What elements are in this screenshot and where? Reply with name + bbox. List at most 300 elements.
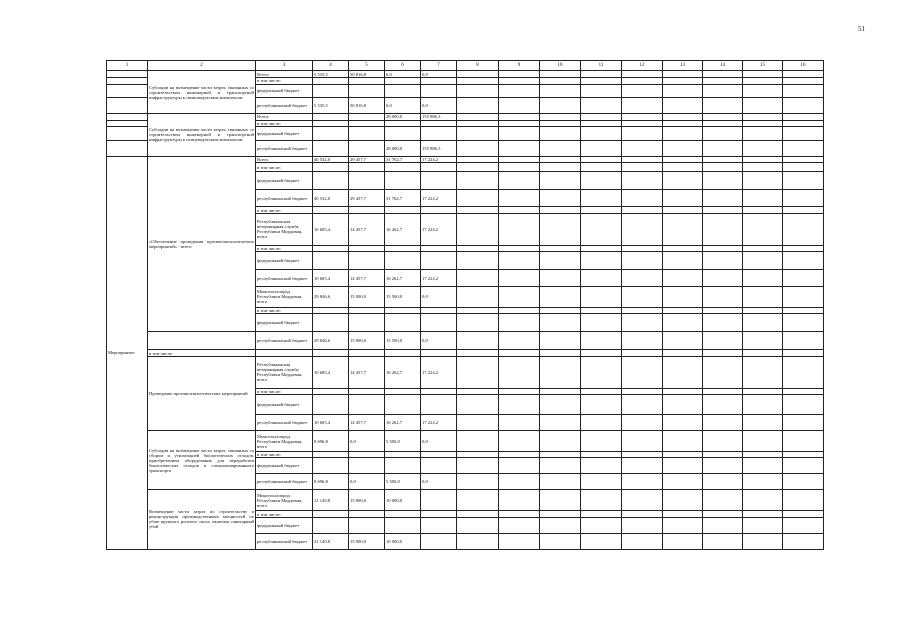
value-cell: 14 457,7 bbox=[349, 214, 385, 246]
empty-cell bbox=[663, 140, 703, 156]
empty-cell bbox=[703, 414, 743, 431]
funding-source: федеральный бюджет bbox=[256, 458, 313, 474]
empty-cell bbox=[540, 332, 581, 350]
empty-cell bbox=[540, 414, 581, 431]
empty-cell bbox=[622, 270, 663, 287]
empty-cell bbox=[622, 474, 663, 490]
empty-cell bbox=[743, 270, 783, 287]
value-cell: 5 535,5 bbox=[313, 71, 349, 78]
column-1-cell bbox=[107, 77, 148, 84]
empty-cell bbox=[783, 77, 824, 84]
value-cell: 10 685,4 bbox=[313, 357, 349, 389]
empty-cell bbox=[581, 474, 622, 490]
value-cell bbox=[421, 314, 457, 332]
empty-cell bbox=[581, 207, 622, 214]
value-cell bbox=[349, 84, 385, 98]
empty-cell bbox=[703, 287, 743, 307]
value-cell bbox=[421, 207, 457, 214]
empty-cell bbox=[499, 163, 540, 172]
funding-source: в том числе: bbox=[256, 511, 313, 518]
funding-source: федеральный бюджет bbox=[256, 252, 313, 270]
empty-cell bbox=[622, 252, 663, 270]
empty-cell bbox=[743, 120, 783, 127]
empty-cell bbox=[499, 414, 540, 431]
empty-cell bbox=[783, 172, 824, 190]
value-cell: 21 149,8 bbox=[313, 533, 349, 549]
empty-cell bbox=[663, 270, 703, 287]
empty-cell bbox=[743, 84, 783, 98]
empty-cell bbox=[457, 307, 499, 314]
value-cell bbox=[421, 120, 457, 127]
empty-cell bbox=[581, 214, 622, 246]
empty-cell bbox=[499, 71, 540, 78]
empty-cell bbox=[540, 357, 581, 389]
empty-cell bbox=[540, 71, 581, 78]
empty-cell bbox=[783, 113, 824, 120]
value-cell: 155 986,3 bbox=[421, 140, 457, 156]
value-cell bbox=[421, 163, 457, 172]
empty-cell bbox=[581, 84, 622, 98]
empty-cell bbox=[457, 314, 499, 332]
empty-cell bbox=[540, 77, 581, 84]
empty-cell bbox=[783, 395, 824, 414]
measure-label: «Обеспечение проведения противоэпизоотических мероприятий» - всего: bbox=[148, 156, 256, 332]
empty-cell bbox=[622, 307, 663, 314]
empty-cell bbox=[622, 287, 663, 307]
measure-label: Проведение противоэпизоотических мероприятий bbox=[148, 357, 256, 431]
value-cell: 29 846,6 bbox=[313, 287, 349, 307]
empty-cell bbox=[457, 120, 499, 127]
empty-cell bbox=[622, 172, 663, 190]
empty-cell bbox=[499, 350, 540, 357]
column-header-1: 1 bbox=[107, 61, 148, 71]
column-header-10: 10 bbox=[540, 61, 581, 71]
empty-cell bbox=[663, 388, 703, 395]
empty-cell bbox=[703, 163, 743, 172]
empty-cell bbox=[581, 163, 622, 172]
value-cell: 8 696,8 bbox=[313, 474, 349, 490]
header-row bbox=[107, 61, 824, 71]
empty-cell bbox=[622, 127, 663, 141]
empty-cell bbox=[622, 207, 663, 214]
empty-cell bbox=[499, 113, 540, 120]
column-1-cell bbox=[107, 127, 148, 141]
table-row bbox=[107, 156, 824, 163]
value-cell: 14 457,7 bbox=[349, 414, 385, 431]
value-cell bbox=[385, 350, 421, 357]
empty-cell bbox=[663, 77, 703, 84]
value-cell bbox=[313, 84, 349, 98]
value-cell bbox=[349, 172, 385, 190]
empty-cell bbox=[581, 172, 622, 190]
empty-cell bbox=[743, 113, 783, 120]
empty-cell bbox=[703, 518, 743, 534]
empty-cell bbox=[457, 127, 499, 141]
value-cell bbox=[313, 388, 349, 395]
budget-table bbox=[106, 60, 824, 550]
empty-cell bbox=[499, 156, 540, 163]
empty-cell bbox=[457, 451, 499, 458]
empty-cell bbox=[457, 98, 499, 114]
empty-cell bbox=[499, 357, 540, 389]
empty-cell bbox=[581, 77, 622, 84]
empty-cell bbox=[499, 332, 540, 350]
empty-cell bbox=[457, 71, 499, 78]
empty-cell bbox=[783, 388, 824, 395]
empty-cell bbox=[703, 458, 743, 474]
empty-cell bbox=[703, 120, 743, 127]
funding-source: Всего: bbox=[256, 113, 313, 120]
empty-cell bbox=[783, 533, 824, 549]
value-cell: 31 762,7 bbox=[385, 156, 421, 163]
measure-label: Возмещение части затрат по строительству и реконструкции производственных мощностей по убою крупного рогатого скота, включая санитарный убой bbox=[148, 489, 256, 549]
value-cell bbox=[349, 395, 385, 414]
empty-cell bbox=[703, 77, 743, 84]
value-cell: 17 224,2 bbox=[421, 190, 457, 207]
value-cell bbox=[421, 84, 457, 98]
empty-cell bbox=[499, 431, 540, 451]
value-cell: 0,0 bbox=[385, 71, 421, 78]
value-cell bbox=[385, 451, 421, 458]
value-cell bbox=[385, 245, 421, 252]
empty-cell bbox=[457, 357, 499, 389]
empty-cell bbox=[540, 84, 581, 98]
empty-cell bbox=[581, 270, 622, 287]
empty-cell bbox=[499, 395, 540, 414]
value-cell bbox=[385, 207, 421, 214]
value-cell: 50 816,8 bbox=[349, 71, 385, 78]
value-cell bbox=[349, 511, 385, 518]
value-cell bbox=[385, 120, 421, 127]
empty-cell bbox=[499, 307, 540, 314]
measure-label: Субсидии на возмещение части затрат, связанных со сбором и утилизацией биологических отходов, приобретением оборудования для переработки биологических отходов и специализированного транспорта bbox=[148, 431, 256, 490]
value-cell bbox=[421, 252, 457, 270]
value-cell bbox=[313, 172, 349, 190]
empty-cell bbox=[783, 84, 824, 98]
empty-cell bbox=[663, 332, 703, 350]
empty-cell bbox=[743, 314, 783, 332]
value-cell bbox=[421, 458, 457, 474]
funding-source: в том числе: bbox=[256, 77, 313, 84]
empty-cell bbox=[457, 214, 499, 246]
empty-cell bbox=[743, 207, 783, 214]
value-cell bbox=[313, 140, 349, 156]
empty-cell bbox=[663, 245, 703, 252]
empty-cell bbox=[499, 451, 540, 458]
value-cell bbox=[349, 388, 385, 395]
empty-cell bbox=[783, 451, 824, 458]
empty-cell bbox=[663, 414, 703, 431]
empty-cell bbox=[703, 113, 743, 120]
empty-cell bbox=[457, 458, 499, 474]
value-cell bbox=[349, 207, 385, 214]
value-cell: 28 000,0 bbox=[385, 140, 421, 156]
value-cell bbox=[313, 458, 349, 474]
column-header-12: 12 bbox=[622, 61, 663, 71]
value-cell bbox=[313, 77, 349, 84]
value-cell: 5 500,0 bbox=[385, 474, 421, 490]
empty-cell bbox=[581, 533, 622, 549]
empty-cell bbox=[783, 207, 824, 214]
funding-source: Минсельхозпрод Республики Мордовия, всего bbox=[256, 431, 313, 451]
column-header-5: 5 bbox=[349, 61, 385, 71]
empty-cell bbox=[783, 156, 824, 163]
empty-cell bbox=[581, 451, 622, 458]
empty-cell bbox=[581, 357, 622, 389]
value-cell: 17 224,2 bbox=[421, 214, 457, 246]
value-cell: 0,0 bbox=[421, 287, 457, 307]
empty-cell bbox=[581, 140, 622, 156]
empty-cell bbox=[457, 245, 499, 252]
funding-source: республиканский бюджет bbox=[256, 98, 313, 114]
funding-source: республиканский бюджет bbox=[256, 270, 313, 287]
empty-cell bbox=[622, 332, 663, 350]
empty-cell bbox=[703, 245, 743, 252]
empty-cell bbox=[703, 214, 743, 246]
funding-source: республиканский бюджет bbox=[256, 414, 313, 431]
empty-cell bbox=[703, 190, 743, 207]
funding-source: Республиканская ветеринарная служба Республики Мордовия, всего bbox=[256, 214, 313, 246]
value-cell bbox=[421, 388, 457, 395]
value-cell: 16 262,7 bbox=[385, 414, 421, 431]
value-cell bbox=[385, 252, 421, 270]
empty-cell bbox=[743, 414, 783, 431]
empty-cell bbox=[663, 120, 703, 127]
empty-cell bbox=[743, 172, 783, 190]
value-cell bbox=[349, 307, 385, 314]
empty-cell bbox=[457, 350, 499, 357]
empty-cell bbox=[581, 314, 622, 332]
value-cell bbox=[349, 245, 385, 252]
column-header-15: 15 bbox=[743, 61, 783, 71]
empty-cell bbox=[540, 314, 581, 332]
event-label: Мероприятие bbox=[107, 156, 148, 549]
empty-cell bbox=[622, 163, 663, 172]
empty-cell bbox=[622, 156, 663, 163]
empty-cell bbox=[499, 214, 540, 246]
empty-cell bbox=[663, 252, 703, 270]
column-header-2: 2 bbox=[148, 61, 256, 71]
value-cell: 29 457,7 bbox=[349, 190, 385, 207]
column-header-16: 16 bbox=[783, 61, 824, 71]
value-cell bbox=[313, 511, 349, 518]
empty-cell bbox=[783, 474, 824, 490]
table-row bbox=[107, 71, 824, 78]
column-header-3: 3 bbox=[256, 61, 313, 71]
empty-cell bbox=[499, 120, 540, 127]
column-1-cell bbox=[107, 84, 148, 98]
value-cell bbox=[421, 307, 457, 314]
empty-cell bbox=[540, 163, 581, 172]
funding-source: в том числе: bbox=[256, 307, 313, 314]
empty-cell bbox=[540, 451, 581, 458]
value-cell bbox=[349, 120, 385, 127]
empty-cell bbox=[499, 140, 540, 156]
empty-cell bbox=[622, 314, 663, 332]
empty-cell bbox=[703, 84, 743, 98]
funding-source: федеральный бюджет bbox=[256, 127, 313, 141]
empty-cell bbox=[663, 98, 703, 114]
value-cell: 17 224,2 bbox=[421, 414, 457, 431]
value-cell: 10 685,4 bbox=[313, 270, 349, 287]
value-cell: 0,0 bbox=[421, 98, 457, 114]
value-cell: 0,0 bbox=[349, 431, 385, 451]
empty-cell bbox=[783, 357, 824, 389]
empty-cell bbox=[743, 71, 783, 78]
empty-cell bbox=[703, 71, 743, 78]
empty-cell bbox=[663, 156, 703, 163]
column-header-11: 11 bbox=[581, 61, 622, 71]
value-cell bbox=[349, 451, 385, 458]
value-cell: 17 224,2 bbox=[421, 156, 457, 163]
empty-cell bbox=[622, 350, 663, 357]
empty-cell bbox=[622, 84, 663, 98]
empty-cell bbox=[622, 71, 663, 78]
empty-cell bbox=[783, 245, 824, 252]
empty-cell bbox=[457, 395, 499, 414]
empty-cell bbox=[703, 207, 743, 214]
empty-cell bbox=[499, 458, 540, 474]
empty-cell bbox=[540, 207, 581, 214]
empty-cell bbox=[743, 458, 783, 474]
empty-cell bbox=[622, 357, 663, 389]
funding-source: республиканский бюджет bbox=[256, 332, 313, 350]
empty-cell bbox=[743, 245, 783, 252]
empty-cell bbox=[499, 84, 540, 98]
empty-cell bbox=[457, 414, 499, 431]
empty-cell bbox=[499, 474, 540, 490]
empty-cell bbox=[783, 287, 824, 307]
empty-cell bbox=[499, 77, 540, 84]
empty-cell bbox=[457, 533, 499, 549]
empty-cell bbox=[540, 172, 581, 190]
value-cell: 31 762,7 bbox=[385, 190, 421, 207]
funding-source: республиканский бюджет bbox=[256, 140, 313, 156]
funding-source: в том числе: bbox=[256, 245, 313, 252]
value-cell: 0,0 bbox=[349, 474, 385, 490]
empty-cell bbox=[663, 127, 703, 141]
value-cell bbox=[421, 533, 457, 549]
empty-cell bbox=[581, 156, 622, 163]
empty-cell bbox=[540, 489, 581, 510]
value-cell bbox=[349, 77, 385, 84]
empty-cell bbox=[540, 140, 581, 156]
value-cell bbox=[349, 163, 385, 172]
empty-cell bbox=[540, 252, 581, 270]
measure-label: в том числе: bbox=[148, 350, 256, 357]
empty-cell bbox=[743, 287, 783, 307]
empty-cell bbox=[663, 287, 703, 307]
funding-source: республиканский бюджет bbox=[256, 474, 313, 490]
empty-cell bbox=[540, 307, 581, 314]
empty-cell bbox=[457, 207, 499, 214]
value-cell bbox=[349, 127, 385, 141]
value-cell: 0,0 bbox=[421, 474, 457, 490]
funding-source: федеральный бюджет bbox=[256, 395, 313, 414]
empty-cell bbox=[743, 307, 783, 314]
empty-cell bbox=[499, 270, 540, 287]
value-cell bbox=[385, 77, 421, 84]
value-cell bbox=[313, 252, 349, 270]
value-cell bbox=[385, 127, 421, 141]
empty-cell bbox=[622, 458, 663, 474]
empty-cell bbox=[663, 172, 703, 190]
empty-cell bbox=[743, 431, 783, 451]
funding-source: Всего bbox=[256, 156, 313, 163]
empty-cell bbox=[499, 518, 540, 534]
value-cell bbox=[385, 163, 421, 172]
empty-cell bbox=[540, 395, 581, 414]
empty-cell bbox=[581, 252, 622, 270]
value-cell bbox=[385, 84, 421, 98]
empty-cell bbox=[783, 332, 824, 350]
value-cell bbox=[313, 350, 349, 357]
empty-cell bbox=[743, 156, 783, 163]
empty-cell bbox=[663, 314, 703, 332]
empty-cell bbox=[499, 511, 540, 518]
value-cell bbox=[313, 451, 349, 458]
empty-cell bbox=[540, 388, 581, 395]
empty-cell bbox=[663, 357, 703, 389]
empty-cell bbox=[743, 518, 783, 534]
empty-cell bbox=[457, 388, 499, 395]
empty-cell bbox=[622, 388, 663, 395]
empty-cell bbox=[783, 163, 824, 172]
value-cell: 21 149,8 bbox=[313, 489, 349, 510]
empty-cell bbox=[783, 414, 824, 431]
value-cell bbox=[385, 511, 421, 518]
value-cell bbox=[421, 451, 457, 458]
empty-cell bbox=[703, 395, 743, 414]
measure-label: Субсидии на возмещение части затрат, связанных со строительством инженерной и транспортной инфраструктуры к свиноводческим комплексам bbox=[148, 71, 256, 114]
funding-source: федеральный бюджет bbox=[256, 314, 313, 332]
empty-cell bbox=[783, 127, 824, 141]
empty-cell bbox=[783, 71, 824, 78]
empty-cell bbox=[703, 314, 743, 332]
empty-cell bbox=[783, 307, 824, 314]
value-cell: 40 532,0 bbox=[313, 156, 349, 163]
value-cell: 17 224,2 bbox=[421, 270, 457, 287]
value-cell bbox=[421, 489, 457, 510]
value-cell: 15 000,0 bbox=[349, 489, 385, 510]
empty-cell bbox=[540, 474, 581, 490]
empty-cell bbox=[457, 332, 499, 350]
empty-cell bbox=[703, 451, 743, 458]
empty-cell bbox=[457, 190, 499, 207]
empty-cell bbox=[783, 120, 824, 127]
column-header-8: 8 bbox=[457, 61, 499, 71]
value-cell: 10 000,0 bbox=[385, 489, 421, 510]
empty-cell bbox=[540, 458, 581, 474]
empty-cell bbox=[581, 287, 622, 307]
column-header-4: 4 bbox=[313, 61, 349, 71]
empty-cell bbox=[703, 270, 743, 287]
empty-cell bbox=[703, 357, 743, 389]
empty-cell bbox=[703, 98, 743, 114]
empty-cell bbox=[581, 190, 622, 207]
value-cell bbox=[313, 314, 349, 332]
empty-cell bbox=[703, 332, 743, 350]
empty-cell bbox=[540, 533, 581, 549]
empty-cell bbox=[499, 98, 540, 114]
empty-cell bbox=[499, 533, 540, 549]
empty-cell bbox=[743, 98, 783, 114]
funding-source: федеральный бюджет bbox=[256, 518, 313, 534]
empty-cell bbox=[783, 431, 824, 451]
empty-cell bbox=[457, 431, 499, 451]
value-cell bbox=[385, 314, 421, 332]
empty-cell bbox=[743, 214, 783, 246]
